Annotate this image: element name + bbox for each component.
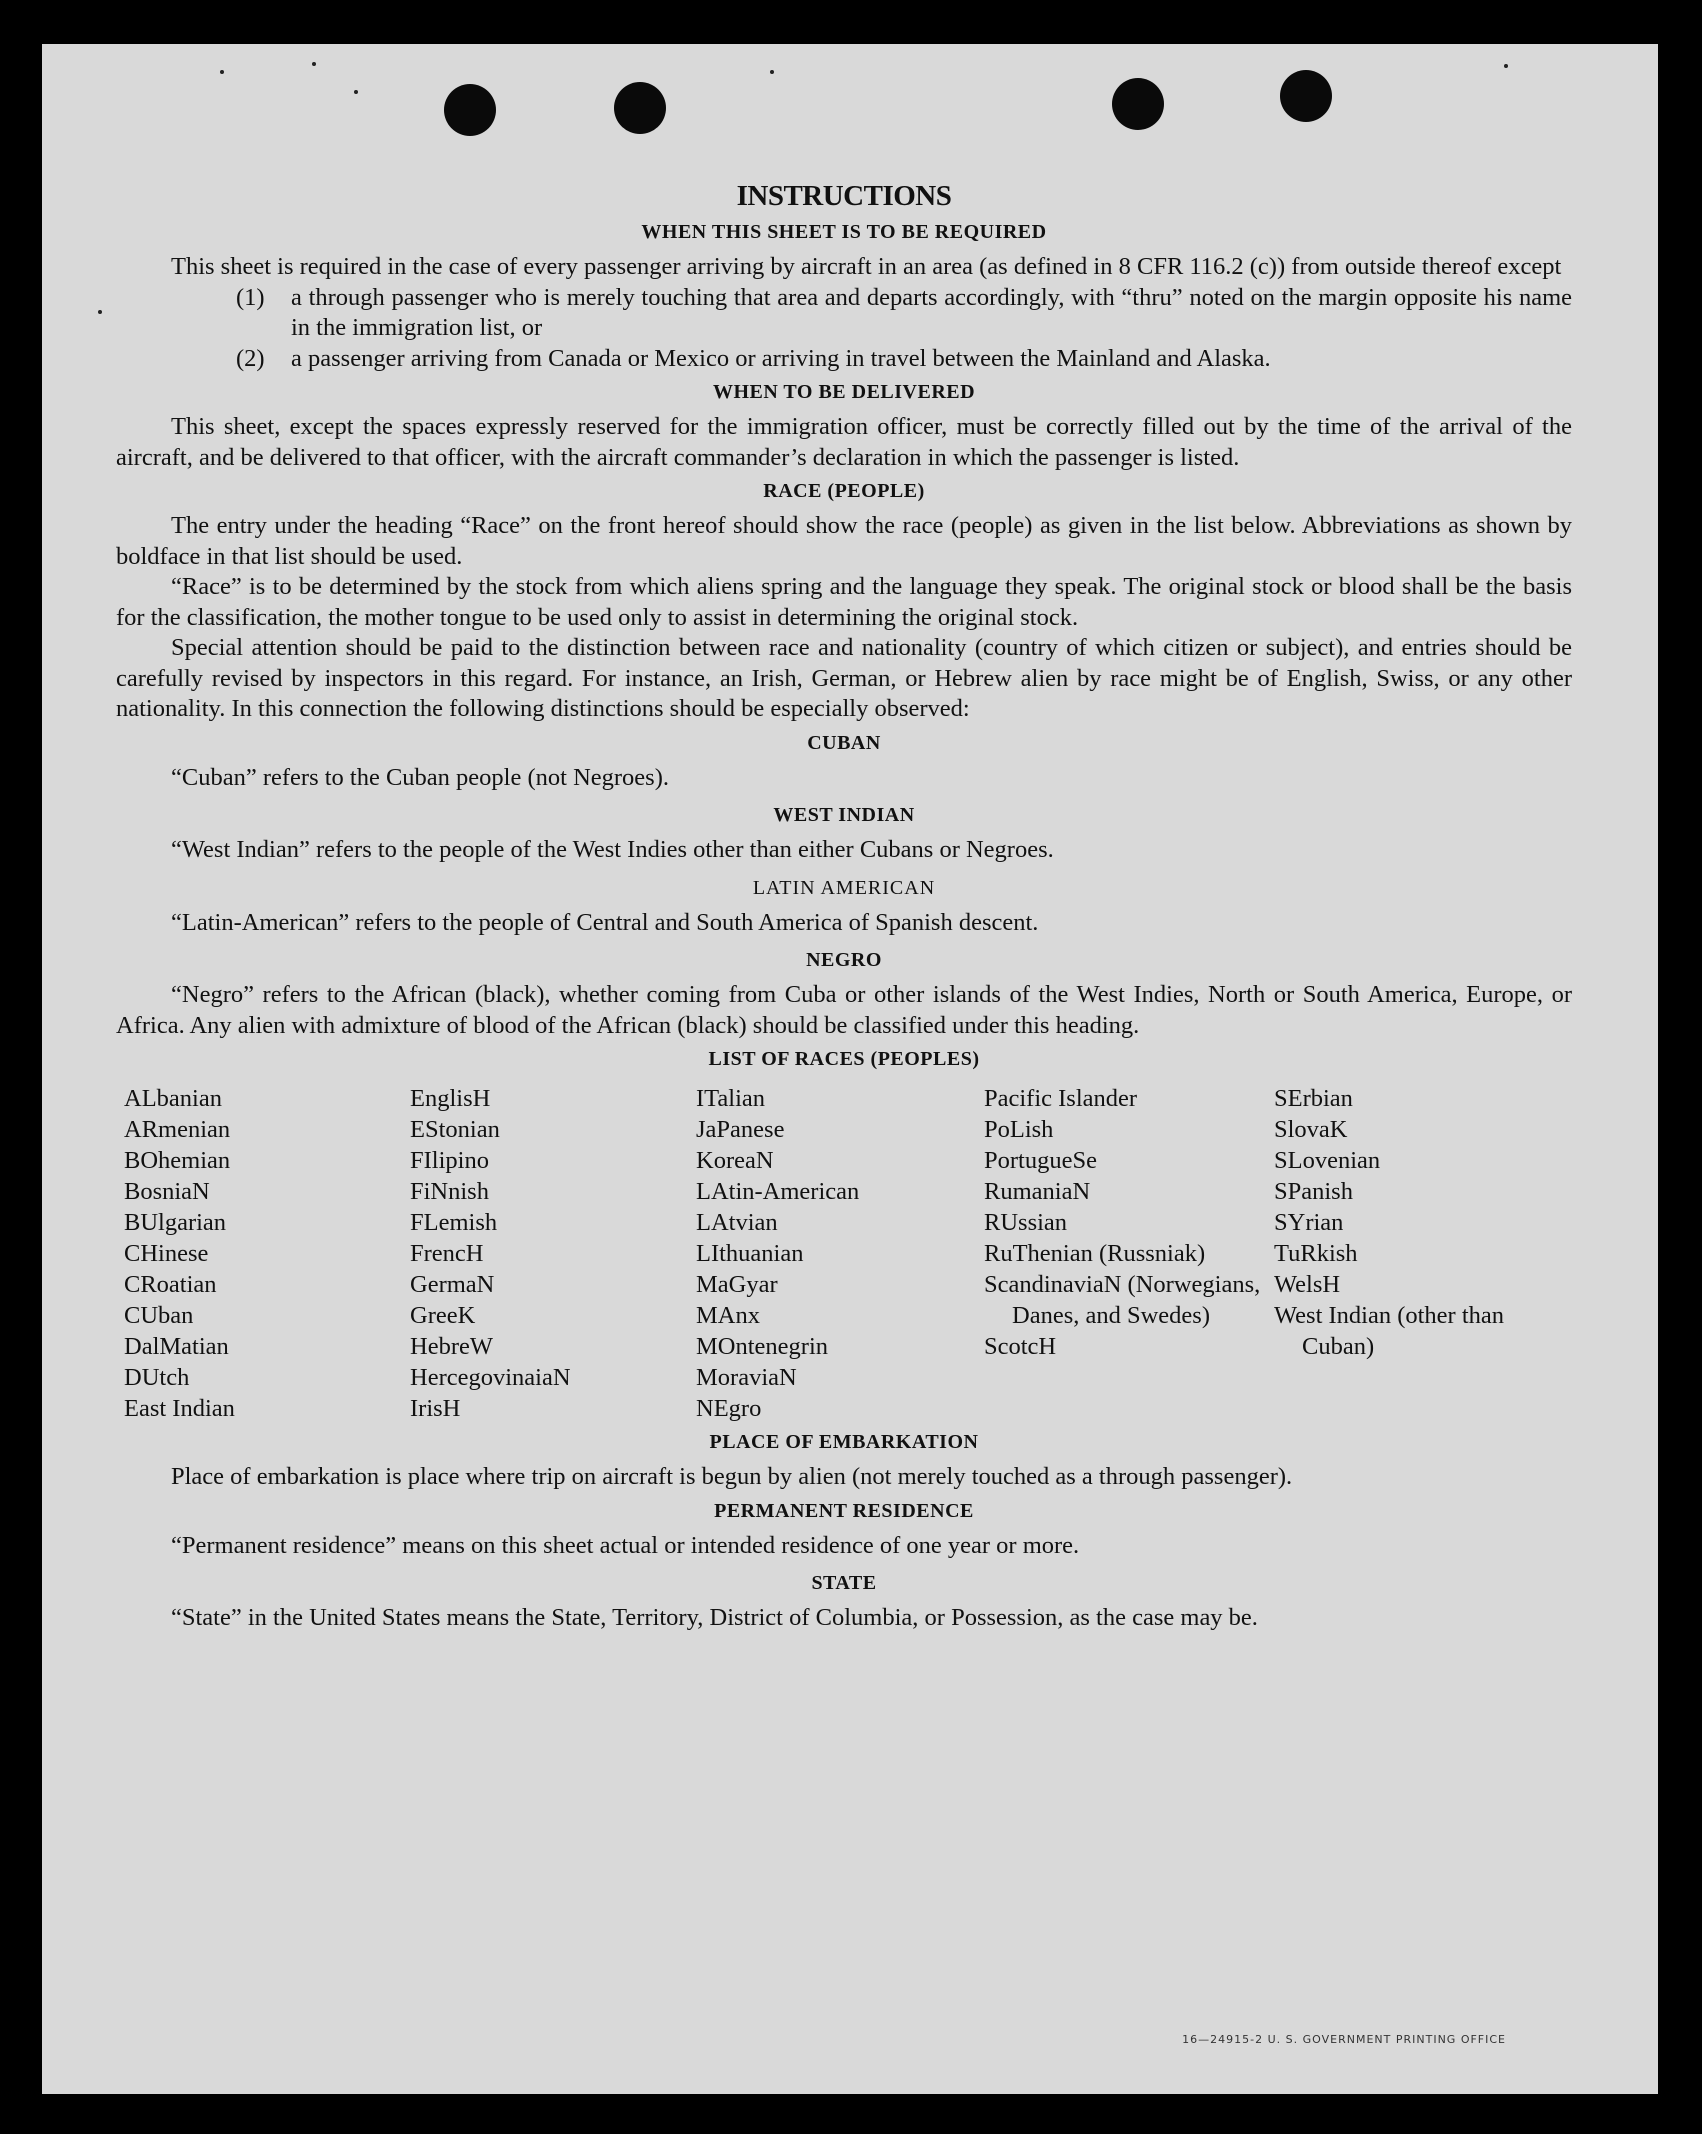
page-title: INSTRUCTIONS	[736, 180, 952, 212]
paragraph-race-1: The entry under the heading “Race” on the front hereof should show the race (people) as given in the list below. Abbreviations as shown by boldface in that list should be used.	[116, 512, 1572, 570]
speck	[1504, 64, 1508, 68]
section-heading-latin-american: LATIN AMERICAN	[752, 876, 936, 899]
paragraph-residence: “Permanent residence” means on this sheet actual or intended residence of one year or more.	[171, 1531, 1080, 1559]
race-item: East Indian	[124, 1395, 235, 1422]
section-heading-list-of-races: LIST OF RACES (PEOPLES)	[708, 1048, 980, 1070]
race-item: BosniaN	[124, 1178, 210, 1205]
list-item	[116, 344, 1572, 375]
race-item: JaPanese	[696, 1116, 785, 1143]
race-item: ITalian	[696, 1085, 766, 1112]
paragraph-race-2: “Race” is to be determined by the stock from which aliens spring and the language they speak. The original stock or blood shall be the basis for the classification, the mother tongue to be used only to assist in determining the original stock.	[116, 573, 1572, 631]
race-item: ARmenian	[124, 1116, 231, 1143]
race-item: HebreW	[410, 1333, 493, 1360]
list-item-text: a through passenger who is merely touching that area and departs accordingly, with “thru” noted on the margin opposite his name in the immigration list, or	[291, 283, 1572, 341]
punch-hole	[444, 84, 496, 136]
race-item: NEgro	[696, 1395, 762, 1422]
race-item: FiNnish	[410, 1178, 489, 1205]
race-item: FLemish	[410, 1209, 498, 1236]
race-item: GreeK	[410, 1302, 476, 1329]
section-heading-negro: NEGRO	[806, 949, 882, 971]
race-item: RuThenian (Russniak)	[984, 1240, 1206, 1267]
race-item: IrisH	[410, 1395, 461, 1422]
list-item-number: (2)	[236, 344, 265, 372]
list-item	[116, 283, 1572, 344]
speck	[220, 70, 224, 74]
document-sheet	[42, 44, 1658, 2094]
section-heading-race: RACE (PEOPLE)	[763, 480, 925, 502]
speck	[770, 70, 774, 74]
race-item: CUban	[124, 1302, 194, 1329]
race-item: DalMatian	[124, 1333, 229, 1360]
race-item: SYrian	[1274, 1209, 1344, 1236]
race-item: MOntenegrin	[696, 1333, 828, 1360]
punch-hole	[1280, 70, 1332, 122]
race-item: ScandinaviaN (Norwegians, Danes, and Swedes)	[984, 1271, 1261, 1329]
race-column	[1274, 1083, 1524, 1424]
section-heading-when-required: WHEN THIS SHEET IS TO BE REQUIRED	[641, 221, 1047, 243]
race-item: RumaniaN	[984, 1178, 1091, 1205]
punch-hole	[614, 82, 666, 134]
race-item: BUlgarian	[124, 1209, 227, 1236]
paragraph-state: “State” in the United States means the State, Territory, District of Columbia, or Possession, as the case may be.	[171, 1604, 1258, 1631]
paragraph-west-indian: “West Indian” refers to the people of the West Indies other than either Cubans or Negroes.	[171, 836, 1054, 863]
race-item: Pacific Islander	[984, 1085, 1138, 1112]
race-item: ScotcH	[984, 1333, 1057, 1360]
speck	[312, 62, 316, 66]
section-heading-when-delivered: WHEN TO BE DELIVERED	[712, 381, 976, 403]
race-item: RUssian	[984, 1209, 1068, 1236]
punch-hole	[1112, 78, 1164, 130]
document-body	[116, 178, 1572, 1634]
races-table	[124, 1083, 1572, 1424]
race-item: SPanish	[1274, 1178, 1353, 1205]
printing-office-footer: 16—24915-2 U. S. GOVERNMENT PRINTING OFFICE	[1182, 2033, 1506, 2046]
race-item: SErbian	[1274, 1085, 1353, 1112]
race-item: CHinese	[124, 1240, 209, 1267]
speck	[354, 90, 358, 94]
race-item: MoraviaN	[696, 1364, 797, 1391]
race-item: DUtch	[124, 1364, 190, 1391]
race-item: SlovaK	[1274, 1116, 1348, 1143]
race-column	[984, 1083, 1274, 1424]
race-item: LAtin-American	[696, 1178, 860, 1205]
paragraph-embarkation: Place of embarkation is place where trip on aircraft is begun by alien (not merely touched as a through passenger).	[171, 1463, 1293, 1490]
paragraph-race-3: Special attention should be paid to the distinction between race and nationality (country of which citizen or subject), and entries should be carefully revised by inspectors in this regard. For instance, an Irish, German, or Hebrew alien by race might be of English, Swiss, or any other nationality. In this connection the following distinctions should be especially observed:	[116, 634, 1572, 722]
race-column	[124, 1083, 410, 1424]
race-item: KoreaN	[696, 1147, 774, 1174]
race-item: EStonian	[410, 1116, 500, 1143]
list-item-text: a passenger arriving from Canada or Mexico or arriving in travel between the Mainland and Alaska.	[291, 344, 1271, 372]
speck	[98, 310, 102, 314]
race-item: CRoatian	[124, 1271, 217, 1298]
race-item: MAnx	[696, 1302, 760, 1329]
race-item: GermaN	[410, 1271, 495, 1298]
race-item: LIthuanian	[696, 1240, 804, 1267]
race-item: PortugueSe	[984, 1147, 1097, 1174]
race-column	[696, 1083, 984, 1424]
paragraph-when-required: This sheet is required in the case of every passenger arriving by aircraft in an area (as defined in 8 CFR 116.2 (c)) from outside thereof except	[171, 253, 1562, 280]
race-item: HercegovinaiaN	[410, 1364, 571, 1391]
race-item: BOhemian	[124, 1147, 231, 1174]
race-item: FrencH	[410, 1240, 484, 1267]
section-heading-cuban: CUBAN	[807, 731, 881, 754]
section-heading-west-indian: WEST INDIAN	[773, 804, 915, 826]
race-item: ALbanian	[124, 1085, 222, 1112]
section-heading-residence: PERMANENT RESIDENCE	[714, 1499, 974, 1522]
race-item: MaGyar	[696, 1271, 778, 1298]
race-item: FIlipino	[410, 1147, 489, 1174]
race-item: PoLish	[984, 1116, 1054, 1143]
race-column	[410, 1083, 696, 1424]
paragraph-latin-american: “Latin-American” refers to the people of Central and South America of Spanish descent.	[171, 908, 1039, 936]
list-item-number: (1)	[236, 283, 265, 311]
race-item: WelsH	[1274, 1271, 1341, 1298]
paragraph-when-delivered: This sheet, except the spaces expressly reserved for the immigration officer, must be correctly filled out by the time of the arrival of the aircraft, and be delivered to that officer, with the aircraft commander’s declaration in which the passenger is listed.	[116, 413, 1572, 471]
race-item: West Indian (other than Cuban)	[1274, 1302, 1505, 1360]
paragraph-cuban: “Cuban” refers to the Cuban people (not Negroes).	[171, 763, 669, 791]
paragraph-negro: “Negro” refers to the African (black), whether coming from Cuba or other islands of the West Indies, North or South America, Europe, or Africa. Any alien with admixture of blood of the African (black) should be classified under this heading.	[116, 981, 1572, 1039]
section-heading-embarkation: PLACE OF EMBARKATION	[709, 1431, 979, 1453]
race-item: TuRkish	[1274, 1240, 1358, 1267]
race-item: SLovenian	[1274, 1147, 1381, 1174]
race-item: LAtvian	[696, 1209, 778, 1236]
race-item: EnglisH	[410, 1085, 491, 1112]
section-heading-state: STATE	[811, 1572, 877, 1594]
